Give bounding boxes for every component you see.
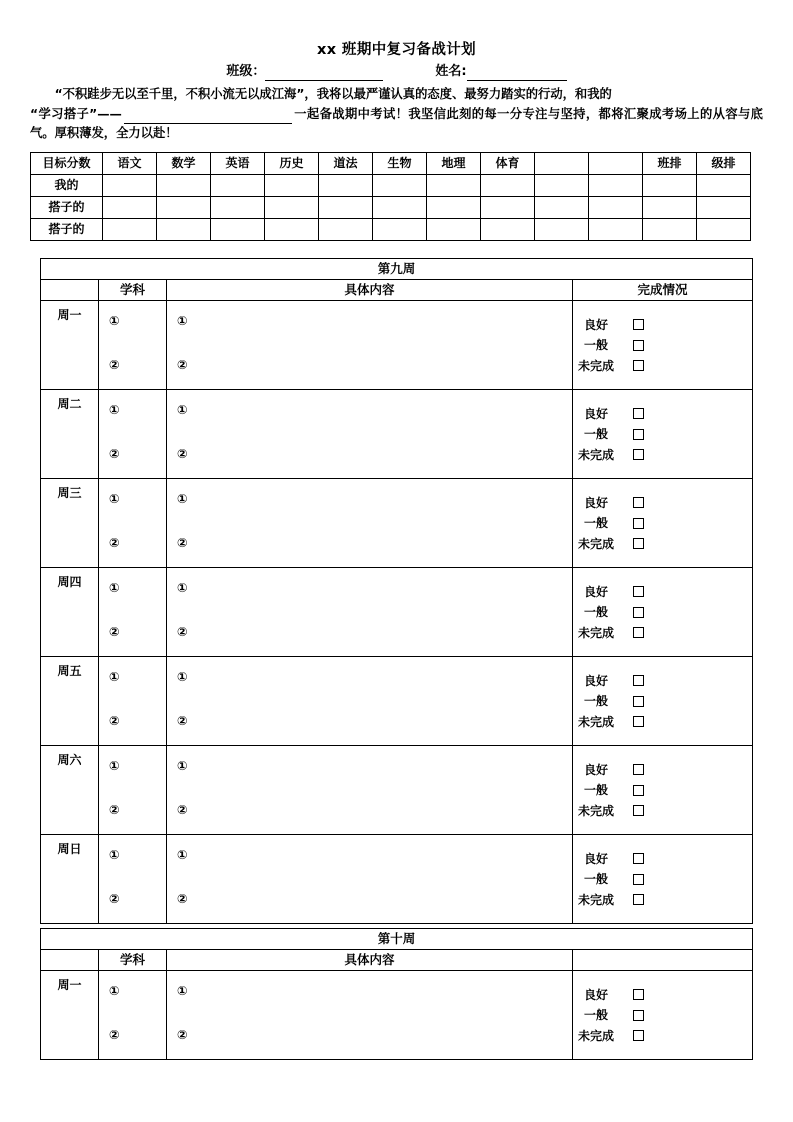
week-2-status-label-0-2: 未完成 xyxy=(577,1028,614,1043)
week-1-day-label-6: 周日 xyxy=(41,835,99,924)
week-1-content-cell-2[interactable] xyxy=(167,479,573,568)
score-cell-r0-c9[interactable] xyxy=(589,175,643,197)
name-input-blank[interactable] xyxy=(467,67,567,81)
week-1-day-label-4: 周五 xyxy=(41,657,99,746)
week-9-table xyxy=(40,258,753,924)
week-1-subject-marker-4-0: ① xyxy=(109,669,120,684)
week-1-content-marker-0-0: ① xyxy=(177,313,188,328)
score-row-label-1: 搭子的 xyxy=(31,197,103,219)
score-cell-r1-c4[interactable] xyxy=(319,197,373,219)
score-cell-r1-c10[interactable] xyxy=(643,197,697,219)
week-1-status-cell-4 xyxy=(573,657,753,746)
class-input-blank[interactable] xyxy=(265,67,383,81)
week-2-subject-cell-0[interactable] xyxy=(99,971,167,1060)
score-cell-r2-c9[interactable] xyxy=(589,219,643,241)
score-cell-r1-c0[interactable] xyxy=(103,197,157,219)
score-cell-r0-c3[interactable] xyxy=(265,175,319,197)
week-1-header-content: 具体内容 xyxy=(167,280,573,301)
week-1-subject-marker-3-1: ② xyxy=(109,623,120,639)
score-cell-r1-c9[interactable] xyxy=(589,197,643,219)
week-1-content-marker-5-1: ② xyxy=(177,801,188,817)
score-cell-r0-c0[interactable] xyxy=(103,175,157,197)
week-1-status-option-5-1[interactable] xyxy=(573,783,752,797)
week-2-status-option-0-1[interactable] xyxy=(573,1008,752,1022)
week-1-header-status: 完成情况 xyxy=(573,280,753,301)
week-1-content-marker-4-1: ② xyxy=(177,712,188,728)
week-1-content-marker-4-0: ① xyxy=(177,669,188,684)
week-2-status-label-0-0: 良好 xyxy=(583,987,608,1002)
score-cell-r2-c0[interactable] xyxy=(103,219,157,241)
week-1-status-option-3-0[interactable] xyxy=(573,585,752,599)
checkbox-icon[interactable] xyxy=(633,538,644,549)
week-1-status-option-6-0[interactable] xyxy=(573,852,752,866)
checkbox-icon[interactable] xyxy=(633,429,644,440)
week-2-status-cell-0 xyxy=(573,971,753,1060)
score-cell-r2-c6[interactable] xyxy=(427,219,481,241)
score-cell-r1-c5[interactable] xyxy=(373,197,427,219)
pledge-line-3: 场上的从容与底气。厚积薄发，全力以赴！ xyxy=(30,106,763,140)
week-1-subject-marker-1-0: ① xyxy=(109,402,120,417)
score-cell-r1-c2[interactable] xyxy=(211,197,265,219)
week-1-content-marker-2-1: ② xyxy=(177,534,188,550)
checkbox-icon[interactable] xyxy=(633,319,644,330)
checkbox-icon[interactable] xyxy=(633,716,644,727)
score-cell-r0-c8[interactable] xyxy=(535,175,589,197)
week-1-status-option-0-0[interactable] xyxy=(573,318,752,332)
checkbox-icon[interactable] xyxy=(633,627,644,638)
week-1-header-subject: 学科 xyxy=(99,280,167,301)
week-1-content-cell-4[interactable] xyxy=(167,657,573,746)
score-cell-r2-c2[interactable] xyxy=(211,219,265,241)
week-1-status-label-6-1: 一般 xyxy=(583,872,608,886)
checkbox-icon[interactable] xyxy=(633,449,644,460)
score-header-cell-5: 道法 xyxy=(319,153,373,175)
week-2-content-marker-0-1: ② xyxy=(177,1026,188,1042)
week-1-status-option-2-1[interactable] xyxy=(573,516,752,530)
checkbox-icon[interactable] xyxy=(633,607,644,618)
week-1-content-marker-1-1: ② xyxy=(177,445,188,461)
checkbox-icon[interactable] xyxy=(633,894,644,905)
week-1-subject-marker-0-1: ② xyxy=(109,356,120,372)
week-1-status-label-2-0: 良好 xyxy=(583,495,608,510)
checkbox-icon[interactable] xyxy=(633,675,644,686)
week-1-subject-cell-0[interactable] xyxy=(99,301,167,390)
class-field xyxy=(226,63,383,81)
week-1-status-label-3-0: 良好 xyxy=(583,584,608,599)
week-1-status-option-3-1[interactable] xyxy=(573,605,752,619)
week-1-content-marker-3-0: ① xyxy=(177,580,188,595)
score-cell-r0-c6[interactable] xyxy=(427,175,481,197)
week-2-column-header-row xyxy=(41,950,753,971)
pledge-paragraph xyxy=(30,85,763,144)
score-header-cell-0: 目标分数 xyxy=(31,153,103,175)
week-2-day-label-0: 周一 xyxy=(41,971,99,1060)
score-cell-r2-c5[interactable] xyxy=(373,219,427,241)
score-cell-r1-c1[interactable] xyxy=(157,197,211,219)
week-1-day-label-3: 周四 xyxy=(41,568,99,657)
week-1-status-cell-2 xyxy=(573,479,753,568)
table-row xyxy=(41,746,753,835)
score-cell-r0-c4[interactable] xyxy=(319,175,373,197)
table-row xyxy=(31,219,751,241)
study-buddy-input-blank[interactable] xyxy=(124,111,292,124)
score-header-cell-10 xyxy=(589,153,643,175)
checkbox-icon[interactable] xyxy=(633,497,644,508)
score-table-header-row xyxy=(31,153,751,175)
week-1-status-label-5-2: 未完成 xyxy=(577,803,614,818)
table-row xyxy=(41,479,753,568)
week-1-status-label-4-1: 一般 xyxy=(583,694,608,708)
week-2-title: 第十周 xyxy=(41,929,753,950)
pledge-line-2-suffix: 一起备战期中考试！我坚信此刻的每一分专注与坚持，都将汇聚成考 xyxy=(293,106,675,121)
week-1-status-label-4-0: 良好 xyxy=(583,673,608,688)
class-label: 班级： xyxy=(226,64,266,79)
week-1-status-label-5-0: 良好 xyxy=(583,762,608,777)
week-1-status-option-4-2[interactable] xyxy=(573,715,752,729)
score-header-cell-9 xyxy=(535,153,589,175)
week-1-status-option-4-0[interactable] xyxy=(573,674,752,688)
week-1-status-label-0-1: 一般 xyxy=(583,338,608,352)
checkbox-icon[interactable] xyxy=(633,1030,644,1041)
week-1-content-marker-0-1: ② xyxy=(177,356,188,372)
week-1-status-cell-0 xyxy=(573,301,753,390)
checkbox-icon[interactable] xyxy=(633,518,644,529)
page-title: xx 班期中复习备战计划 xyxy=(316,42,477,58)
week-1-content-marker-6-1: ② xyxy=(177,890,188,906)
week-1-status-label-2-1: 一般 xyxy=(583,516,608,530)
week-1-subject-marker-0-0: ① xyxy=(109,313,120,328)
name-field xyxy=(435,63,566,81)
week-1-day-label-5: 周六 xyxy=(41,746,99,835)
score-cell-r2-c1[interactable] xyxy=(157,219,211,241)
week-1-status-option-5-2[interactable] xyxy=(573,804,752,818)
identity-line xyxy=(30,63,763,81)
score-header-cell-6: 生物 xyxy=(373,153,427,175)
score-header-cell-1: 语文 xyxy=(103,153,157,175)
pledge-line-1: “不积跬步无以至千里，不积小流无以成江海”，我将以最严谨认真的态度、最努力踏实的行动，和我的 xyxy=(54,87,612,101)
week-1-subject-cell-5[interactable] xyxy=(99,746,167,835)
score-row-label-2: 搭子的 xyxy=(31,219,103,241)
week-1-content-cell-0[interactable] xyxy=(167,301,573,390)
week-1-subject-cell-4[interactable] xyxy=(99,657,167,746)
checkbox-icon[interactable] xyxy=(633,1010,644,1021)
score-cell-r2-c10[interactable] xyxy=(643,219,697,241)
score-cell-r1-c3[interactable] xyxy=(265,197,319,219)
name-label: 姓名: xyxy=(435,64,467,79)
checkbox-icon[interactable] xyxy=(633,785,644,796)
target-score-table xyxy=(30,152,751,241)
week-1-content-marker-2-0: ① xyxy=(177,491,188,506)
week-1-status-label-0-0: 良好 xyxy=(583,317,608,332)
score-header-cell-4: 历史 xyxy=(265,153,319,175)
week-2-header-status xyxy=(573,950,753,971)
week-1-subject-marker-1-1: ② xyxy=(109,445,120,461)
week-1-content-marker-3-1: ② xyxy=(177,623,188,639)
score-header-cell-12: 级排 xyxy=(697,153,751,175)
week-1-status-option-5-0[interactable] xyxy=(573,763,752,777)
week-2-content-cell-0[interactable] xyxy=(167,971,573,1060)
table-row xyxy=(31,175,751,197)
score-cell-r2-c8[interactable] xyxy=(535,219,589,241)
week-1-subject-cell-3[interactable] xyxy=(99,568,167,657)
week-2-status-label-0-1: 一般 xyxy=(583,1008,608,1022)
week-1-subject-marker-6-0: ① xyxy=(109,847,120,862)
week-1-content-marker-5-0: ① xyxy=(177,758,188,773)
score-header-cell-8: 体育 xyxy=(481,153,535,175)
score-cell-r0-c11[interactable] xyxy=(697,175,751,197)
week-1-status-cell-1 xyxy=(573,390,753,479)
week-1-subject-marker-5-0: ① xyxy=(109,758,120,773)
week-2-subject-marker-0-0: ① xyxy=(109,983,120,998)
score-cell-r1-c7[interactable] xyxy=(481,197,535,219)
week-1-content-cell-1[interactable] xyxy=(167,390,573,479)
score-cell-r2-c11[interactable] xyxy=(697,219,751,241)
week-2-status-option-0-0[interactable] xyxy=(573,988,752,1002)
score-row-label-0: 我的 xyxy=(31,175,103,197)
week-1-day-label-1: 周二 xyxy=(41,390,99,479)
score-header-cell-3: 英语 xyxy=(211,153,265,175)
checkbox-icon[interactable] xyxy=(633,853,644,864)
week-1-status-label-0-2: 未完成 xyxy=(577,358,614,373)
score-cell-r1-c8[interactable] xyxy=(535,197,589,219)
week-1-header-day xyxy=(41,280,99,301)
week-1-content-marker-6-0: ① xyxy=(177,847,188,862)
score-cell-r1-c6[interactable] xyxy=(427,197,481,219)
week-2-status-option-0-2[interactable] xyxy=(573,1029,752,1043)
week-1-status-option-3-2[interactable] xyxy=(573,626,752,640)
week-1-status-cell-5 xyxy=(573,746,753,835)
week-1-content-cell-5[interactable] xyxy=(167,746,573,835)
week-1-status-option-1-0[interactable] xyxy=(573,407,752,421)
score-header-cell-7: 地理 xyxy=(427,153,481,175)
checkbox-icon[interactable] xyxy=(633,408,644,419)
title-block xyxy=(30,40,763,144)
week-1-status-label-5-1: 一般 xyxy=(583,783,608,797)
week-1-status-option-2-2[interactable] xyxy=(573,537,752,551)
checkbox-icon[interactable] xyxy=(633,805,644,816)
week-1-status-label-3-2: 未完成 xyxy=(577,625,614,640)
score-header-cell-11: 班排 xyxy=(643,153,697,175)
week-1-subject-marker-4-1: ② xyxy=(109,712,120,728)
week-2-header-subject: 学科 xyxy=(99,950,167,971)
week-1-status-label-1-2: 未完成 xyxy=(577,447,614,462)
week-1-status-label-3-1: 一般 xyxy=(583,605,608,619)
week-1-content-marker-1-0: ① xyxy=(177,402,188,417)
week-1-status-cell-6 xyxy=(573,835,753,924)
week-1-subject-marker-2-0: ① xyxy=(109,491,120,506)
week-2-subject-marker-0-1: ② xyxy=(109,1026,120,1042)
score-header-cell-2: 数学 xyxy=(157,153,211,175)
week-1-day-label-0: 周一 xyxy=(41,301,99,390)
week-1-status-option-4-1[interactable] xyxy=(573,694,752,708)
week-1-subject-marker-5-1: ② xyxy=(109,801,120,817)
table-row xyxy=(41,835,753,924)
week-1-subject-cell-6[interactable] xyxy=(99,835,167,924)
table-row xyxy=(41,657,753,746)
week-1-status-label-6-0: 良好 xyxy=(583,851,608,866)
week-1-status-option-1-2[interactable] xyxy=(573,448,752,462)
week-1-status-option-6-2[interactable] xyxy=(573,893,752,907)
score-cell-r0-c1[interactable] xyxy=(157,175,211,197)
week-1-title: 第九周 xyxy=(41,259,753,280)
table-row xyxy=(41,568,753,657)
week-1-content-cell-6[interactable] xyxy=(167,835,573,924)
week-1-status-cell-3 xyxy=(573,568,753,657)
pledge-line-2-prefix: “学习搭子”—— xyxy=(30,106,122,121)
score-cell-r0-c5[interactable] xyxy=(373,175,427,197)
week-1-subject-cell-2[interactable] xyxy=(99,479,167,568)
table-row xyxy=(41,301,753,390)
week-1-day-label-2: 周三 xyxy=(41,479,99,568)
week-1-title-row xyxy=(41,259,753,280)
week-1-status-label-6-2: 未完成 xyxy=(577,892,614,907)
week-1-status-option-6-1[interactable] xyxy=(573,872,752,886)
score-cell-r0-c2[interactable] xyxy=(211,175,265,197)
week-1-status-label-2-2: 未完成 xyxy=(577,536,614,551)
checkbox-icon[interactable] xyxy=(633,874,644,885)
score-cell-r2-c7[interactable] xyxy=(481,219,535,241)
week-1-subject-marker-3-0: ① xyxy=(109,580,120,595)
week-1-status-label-4-2: 未完成 xyxy=(577,714,614,729)
checkbox-icon[interactable] xyxy=(633,340,644,351)
week-1-status-option-0-2[interactable] xyxy=(573,359,752,373)
score-cell-r2-c4[interactable] xyxy=(319,219,373,241)
week-1-status-option-0-1[interactable] xyxy=(573,338,752,352)
score-cell-r1-c11[interactable] xyxy=(697,197,751,219)
table-row xyxy=(31,197,751,219)
checkbox-icon[interactable] xyxy=(633,989,644,1000)
week-1-content-cell-3[interactable] xyxy=(167,568,573,657)
week-1-status-label-1-0: 良好 xyxy=(583,406,608,421)
week-1-subject-marker-6-1: ② xyxy=(109,890,120,906)
week-1-status-option-1-1[interactable] xyxy=(573,427,752,441)
checkbox-icon[interactable] xyxy=(633,764,644,775)
table-row xyxy=(41,390,753,479)
week-2-header-content: 具体内容 xyxy=(167,950,573,971)
score-cell-r0-c7[interactable] xyxy=(481,175,535,197)
checkbox-icon[interactable] xyxy=(633,360,644,371)
week-10-table xyxy=(40,928,753,1060)
checkbox-icon[interactable] xyxy=(633,696,644,707)
week-1-status-label-1-1: 一般 xyxy=(583,427,608,441)
week-1-column-header-row xyxy=(41,280,753,301)
week-2-title-row xyxy=(41,929,753,950)
week-1-subject-cell-1[interactable] xyxy=(99,390,167,479)
checkbox-icon[interactable] xyxy=(633,586,644,597)
score-cell-r0-c10[interactable] xyxy=(643,175,697,197)
week-2-header-day xyxy=(41,950,99,971)
week-1-status-option-2-0[interactable] xyxy=(573,496,752,510)
score-cell-r2-c3[interactable] xyxy=(265,219,319,241)
week-2-content-marker-0-0: ① xyxy=(177,983,188,998)
week-1-subject-marker-2-1: ② xyxy=(109,534,120,550)
table-row xyxy=(41,971,753,1060)
